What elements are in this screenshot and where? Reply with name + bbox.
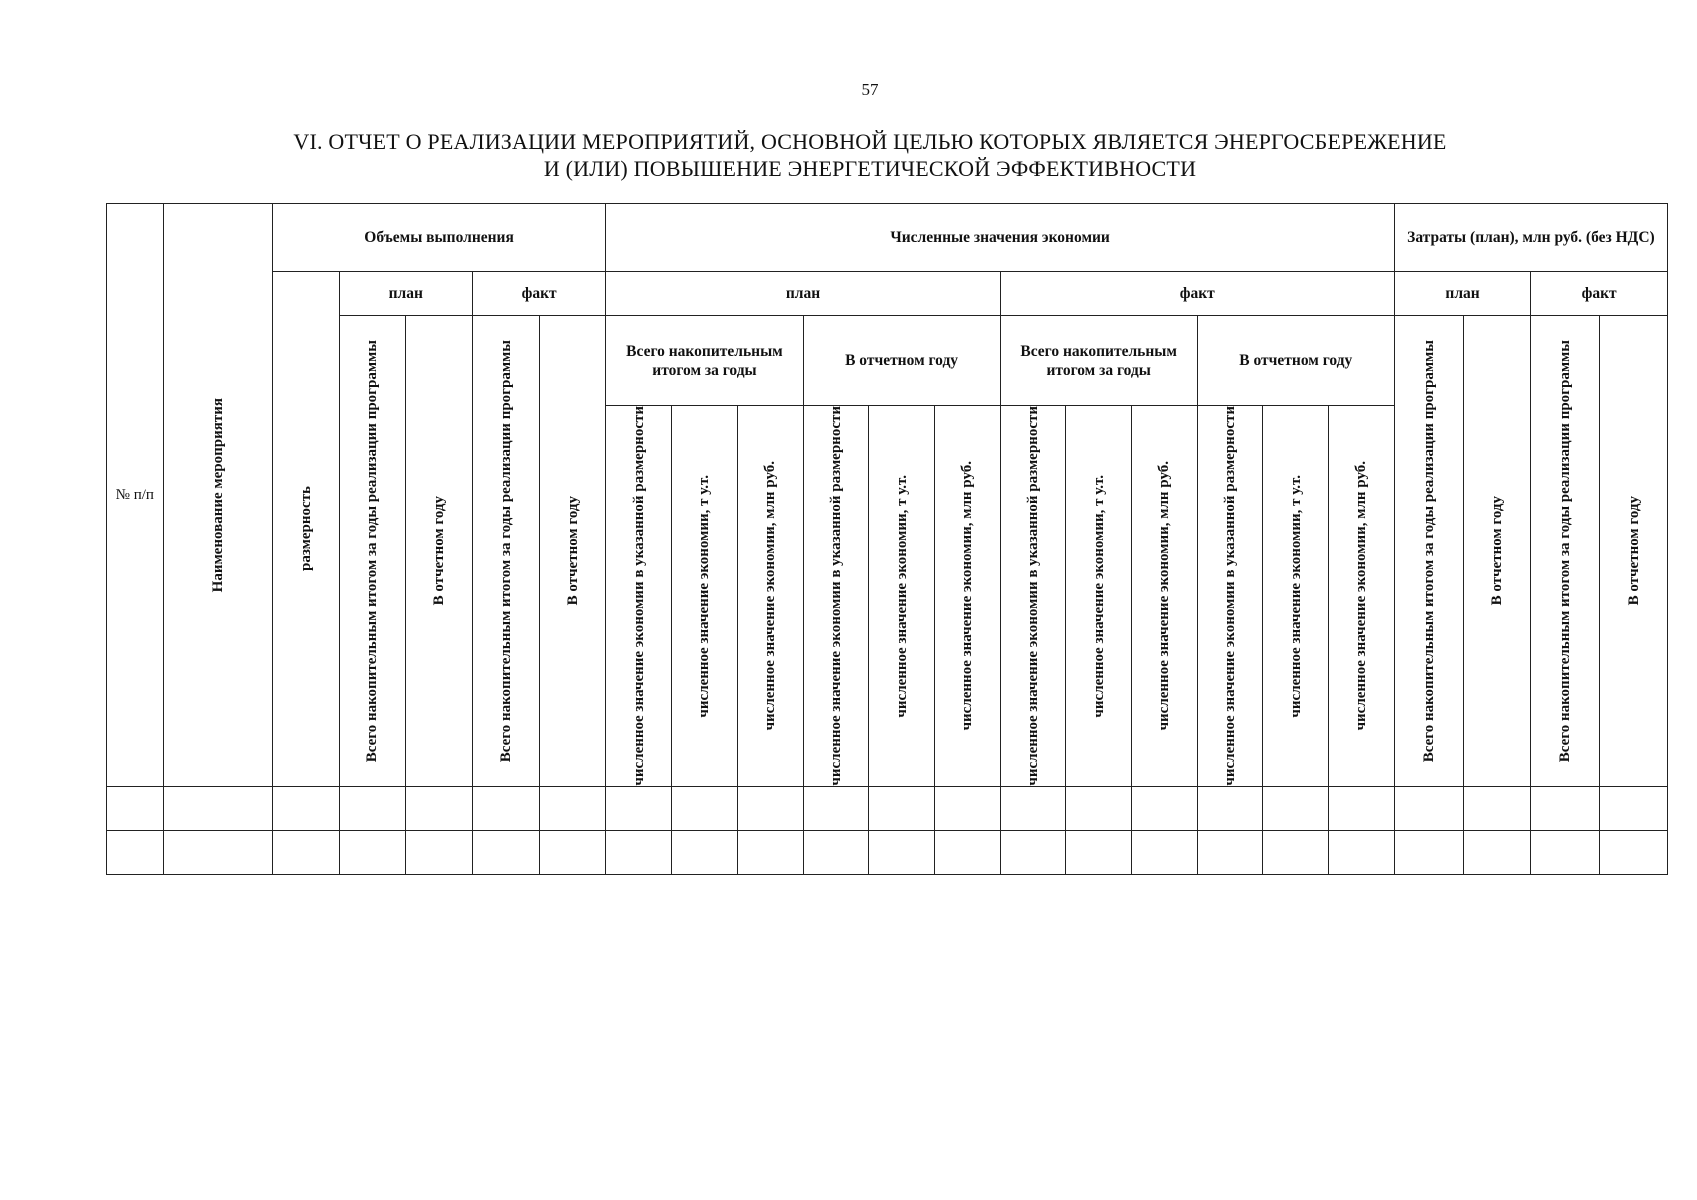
table-cell[interactable]: [737, 830, 803, 874]
header-saving-mln-rub: численное значение экономии, млн руб.: [1132, 406, 1198, 787]
table-cell[interactable]: [1531, 786, 1600, 830]
header-saving-mln-rub: численное значение экономии, млн руб.: [1329, 406, 1395, 787]
header-costs-plan-year: В отчетном году: [1463, 316, 1531, 787]
table-cell[interactable]: [1600, 830, 1668, 874]
header-savings-fact: факт: [1000, 272, 1394, 316]
table-cell[interactable]: [869, 786, 935, 830]
table-cell[interactable]: [107, 786, 164, 830]
header-volumes-plan: план: [339, 272, 472, 316]
table-cell[interactable]: [1329, 830, 1395, 874]
table-cell[interactable]: [472, 786, 539, 830]
table-row: [107, 830, 1668, 874]
table-cell[interactable]: [1263, 830, 1329, 874]
header-dimension: размерность: [272, 272, 339, 787]
table-cell[interactable]: [1132, 830, 1198, 874]
header-volumes-plan-total: Всего накопительным итогом за годы реализации программы: [339, 316, 406, 787]
table-cell[interactable]: [539, 786, 606, 830]
header-savings-plan: план: [606, 272, 1000, 316]
header-costs-fact: факт: [1531, 272, 1668, 316]
table-cell[interactable]: [672, 830, 738, 874]
table-cell[interactable]: [1263, 786, 1329, 830]
table-cell[interactable]: [737, 786, 803, 830]
title-line-1: VI. ОТЧЕТ О РЕАЛИЗАЦИИ МЕРОПРИЯТИЙ, ОСНОВНОЙ ЦЕЛЬЮ КОТОРЫХ ЯВЛЯЕТСЯ ЭНЕРГОСБЕРЕЖЕНИЕ: [293, 129, 1447, 154]
page-title: [200, 128, 1540, 182]
header-costs-fact-total: Всего накопительным итогом за годы реализации программы: [1531, 316, 1600, 787]
table-cell[interactable]: [272, 830, 339, 874]
header-costs: Затраты (план), млн руб. (без НДС): [1394, 204, 1667, 272]
header-savings-fact-total: Всего накопительным итогом за годы: [1000, 316, 1197, 406]
header-volumes: Объемы выполнения: [272, 204, 606, 272]
table-cell[interactable]: [339, 786, 406, 830]
header-savings-fact-year: В отчетном году: [1197, 316, 1394, 406]
table-cell[interactable]: [1531, 830, 1600, 874]
table-cell[interactable]: [606, 830, 672, 874]
table-cell[interactable]: [107, 830, 164, 874]
header-volumes-fact-year: В отчетном году: [539, 316, 606, 787]
table-cell[interactable]: [163, 786, 272, 830]
table-cell[interactable]: [163, 830, 272, 874]
table-row: [107, 786, 1668, 830]
table-cell[interactable]: [1000, 786, 1066, 830]
table-cell[interactable]: [1197, 786, 1263, 830]
header-saving-tut: численное значение экономии, т у.т.: [869, 406, 935, 787]
header-volumes-fact: факт: [472, 272, 605, 316]
report-table: [106, 203, 1668, 875]
header-saving-tut: численное значение экономии, т у.т.: [1263, 406, 1329, 787]
table-cell[interactable]: [1600, 786, 1668, 830]
table-cell[interactable]: [934, 786, 1000, 830]
title-line-2: И (ИЛИ) ПОВЫШЕНИЕ ЭНЕРГЕТИЧЕСКОЙ ЭФФЕКТИВНОСТИ: [543, 156, 1197, 181]
header-savings: Численные значения экономии: [606, 204, 1394, 272]
table-cell[interactable]: [1066, 830, 1132, 874]
table-cell[interactable]: [1329, 786, 1395, 830]
header-costs-plan-total: Всего накопительным итогом за годы реализации программы: [1394, 316, 1463, 787]
table-cell[interactable]: [1463, 786, 1531, 830]
page-number: 57: [861, 80, 879, 99]
header-number: № п/п: [107, 204, 164, 787]
table-cell[interactable]: [539, 830, 606, 874]
header-saving-mln-rub: численное значение экономии, млн руб.: [934, 406, 1000, 787]
table-cell[interactable]: [406, 786, 473, 830]
table-cell[interactable]: [339, 830, 406, 874]
header-measure-name: Наименование мероприятия: [163, 204, 272, 787]
table-cell[interactable]: [472, 830, 539, 874]
table-cell[interactable]: [803, 786, 869, 830]
header-savings-plan-total: Всего накопительным итогом за годы: [606, 316, 803, 406]
header-saving-tut: численное значение экономии, т у.т.: [1066, 406, 1132, 787]
table-cell[interactable]: [1066, 786, 1132, 830]
table-cell[interactable]: [934, 830, 1000, 874]
table-cell[interactable]: [606, 786, 672, 830]
header-saving-units: численное значение экономии в указанной размерности: [1197, 406, 1263, 787]
table-cell[interactable]: [1394, 786, 1463, 830]
header-costs-fact-year: В отчетном году: [1600, 316, 1668, 787]
header-saving-mln-rub: численное значение экономии, млн руб.: [737, 406, 803, 787]
table-cell[interactable]: [1394, 830, 1463, 874]
table-cell[interactable]: [406, 830, 473, 874]
table-cell[interactable]: [803, 830, 869, 874]
table-cell[interactable]: [1463, 830, 1531, 874]
header-saving-units: численное значение экономии в указанной размерности: [606, 406, 672, 787]
header-volumes-fact-total: Всего накопительным итогом за годы реализации программы: [472, 316, 539, 787]
table-cell[interactable]: [1197, 830, 1263, 874]
table-cell[interactable]: [272, 786, 339, 830]
header-volumes-plan-year: В отчетном году: [406, 316, 473, 787]
header-saving-units: численное значение экономии в указанной размерности: [1000, 406, 1066, 787]
header-costs-plan: план: [1394, 272, 1530, 316]
table-cell[interactable]: [672, 786, 738, 830]
table-cell[interactable]: [1132, 786, 1198, 830]
table-cell[interactable]: [869, 830, 935, 874]
header-saving-tut: численное значение экономии, т у.т.: [672, 406, 738, 787]
header-savings-plan-year: В отчетном году: [803, 316, 1000, 406]
table-cell[interactable]: [1000, 830, 1066, 874]
header-saving-units: численное значение экономии в указанной размерности: [803, 406, 869, 787]
